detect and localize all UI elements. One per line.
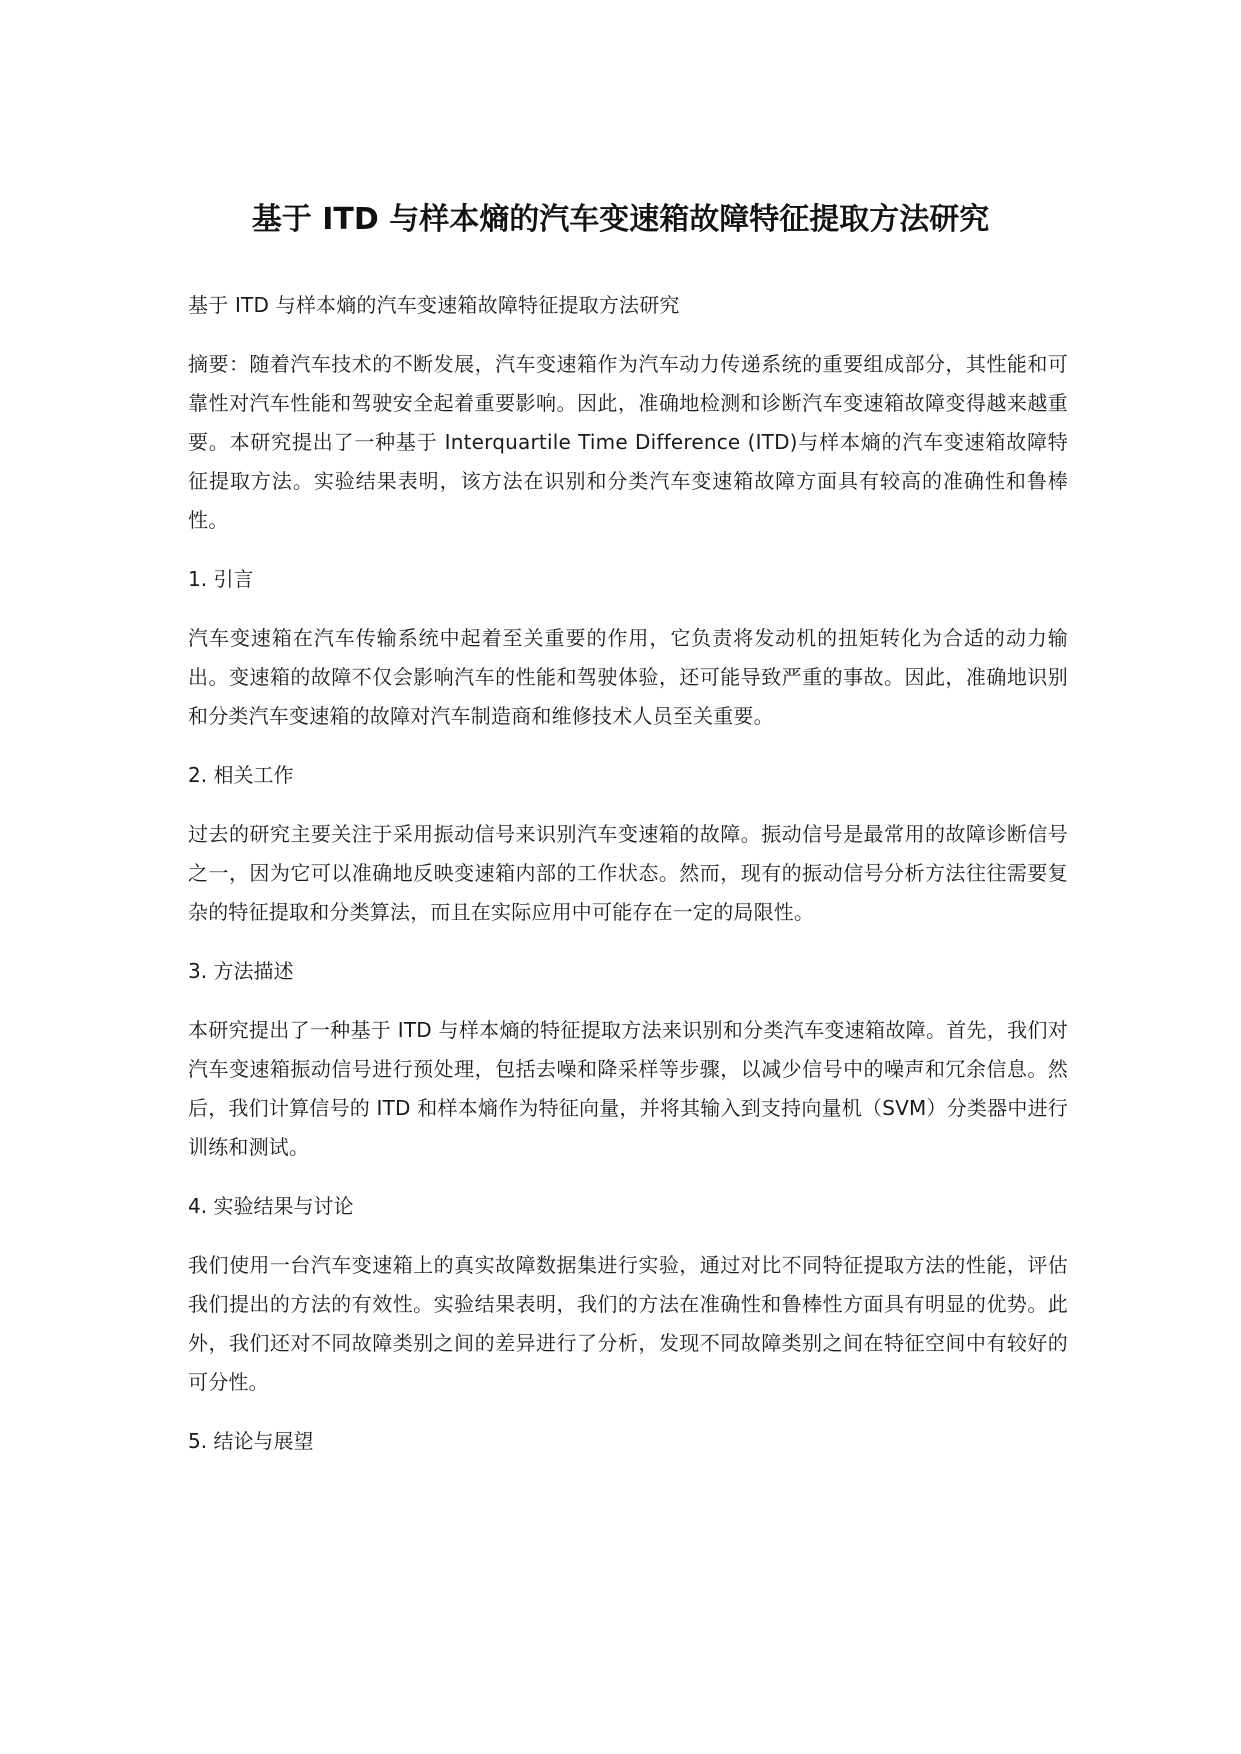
section-body-method: 本研究提出了一种基于 ITD 与样本熵的特征提取方法来识别和分类汽车变速箱故障。首先，我们对汽车变速箱振动信号进行预处理，包括去噪和降采样等步骤，以减少信号中的噪声和冗余信息。然后，我们计算信号的 ITD 和样本熵作为特征向量，并将其输入到支持向量机（SVM）分类器中进行训练和测试。 xyxy=(188,1018,1068,1159)
abstract-paragraph: 摘要：随着汽车技术的不断发展，汽车变速箱作为汽车动力传递系统的重要组成部分，其性能和可靠性对汽车性能和驾驶安全起着重要影响。因此，准确地检测和诊断汽车变速箱故障变得越来越重要。本研究提出了一种基于 Interquartile Time Difference (ITD)与样本熵的汽车变速箱故障特征提取方法。实验结果表明，该方法在识别和分类汽车变速箱故障方面具有较高的准确性和鲁棒性。 xyxy=(188,352,1068,532)
section-heading-results: 4. 实验结果与讨论 xyxy=(188,1194,354,1218)
document-title: 基于 ITD 与样本熵的汽车变速箱故障特征提取方法研究 xyxy=(251,202,990,238)
document-body xyxy=(188,286,1068,1481)
section-heading-related-work: 2. 相关工作 xyxy=(188,763,294,787)
section-body-related-work: 过去的研究主要关注于采用振动信号来识别汽车变速箱的故障。振动信号是最常用的故障诊断信号之一，因为它可以准确地反映变速箱内部的工作状态。然而，现有的振动信号分析方法往往需要复杂的特征提取和分类算法，而且在实际应用中可能存在一定的局限性。 xyxy=(188,822,1068,924)
section-body-results: 我们使用一台汽车变速箱上的真实故障数据集进行实验，通过对比不同特征提取方法的性能，评估我们提出的方法的有效性。实验结果表明，我们的方法在准确性和鲁棒性方面具有明显的优势。此外，我们还对不同故障类别之间的差异进行了分析，发现不同故障类别之间在特征空间中有较好的可分性。 xyxy=(188,1253,1068,1394)
section-heading-method: 3. 方法描述 xyxy=(188,959,294,983)
section-heading-introduction: 1. 引言 xyxy=(188,567,254,591)
section-heading-conclusion: 5. 结论与展望 xyxy=(188,1429,314,1453)
section-body-introduction: 汽车变速箱在汽车传输系统中起着至关重要的作用，它负责将发动机的扭矩转化为合适的动力输出。变速箱的故障不仅会影响汽车的性能和驾驶体验，还可能导致严重的事故。因此，准确地识别和分类汽车变速箱的故障对汽车制造商和维修技术人员至关重要。 xyxy=(188,626,1068,728)
document-subtitle: 基于 ITD 与样本熵的汽车变速箱故障特征提取方法研究 xyxy=(188,293,680,317)
